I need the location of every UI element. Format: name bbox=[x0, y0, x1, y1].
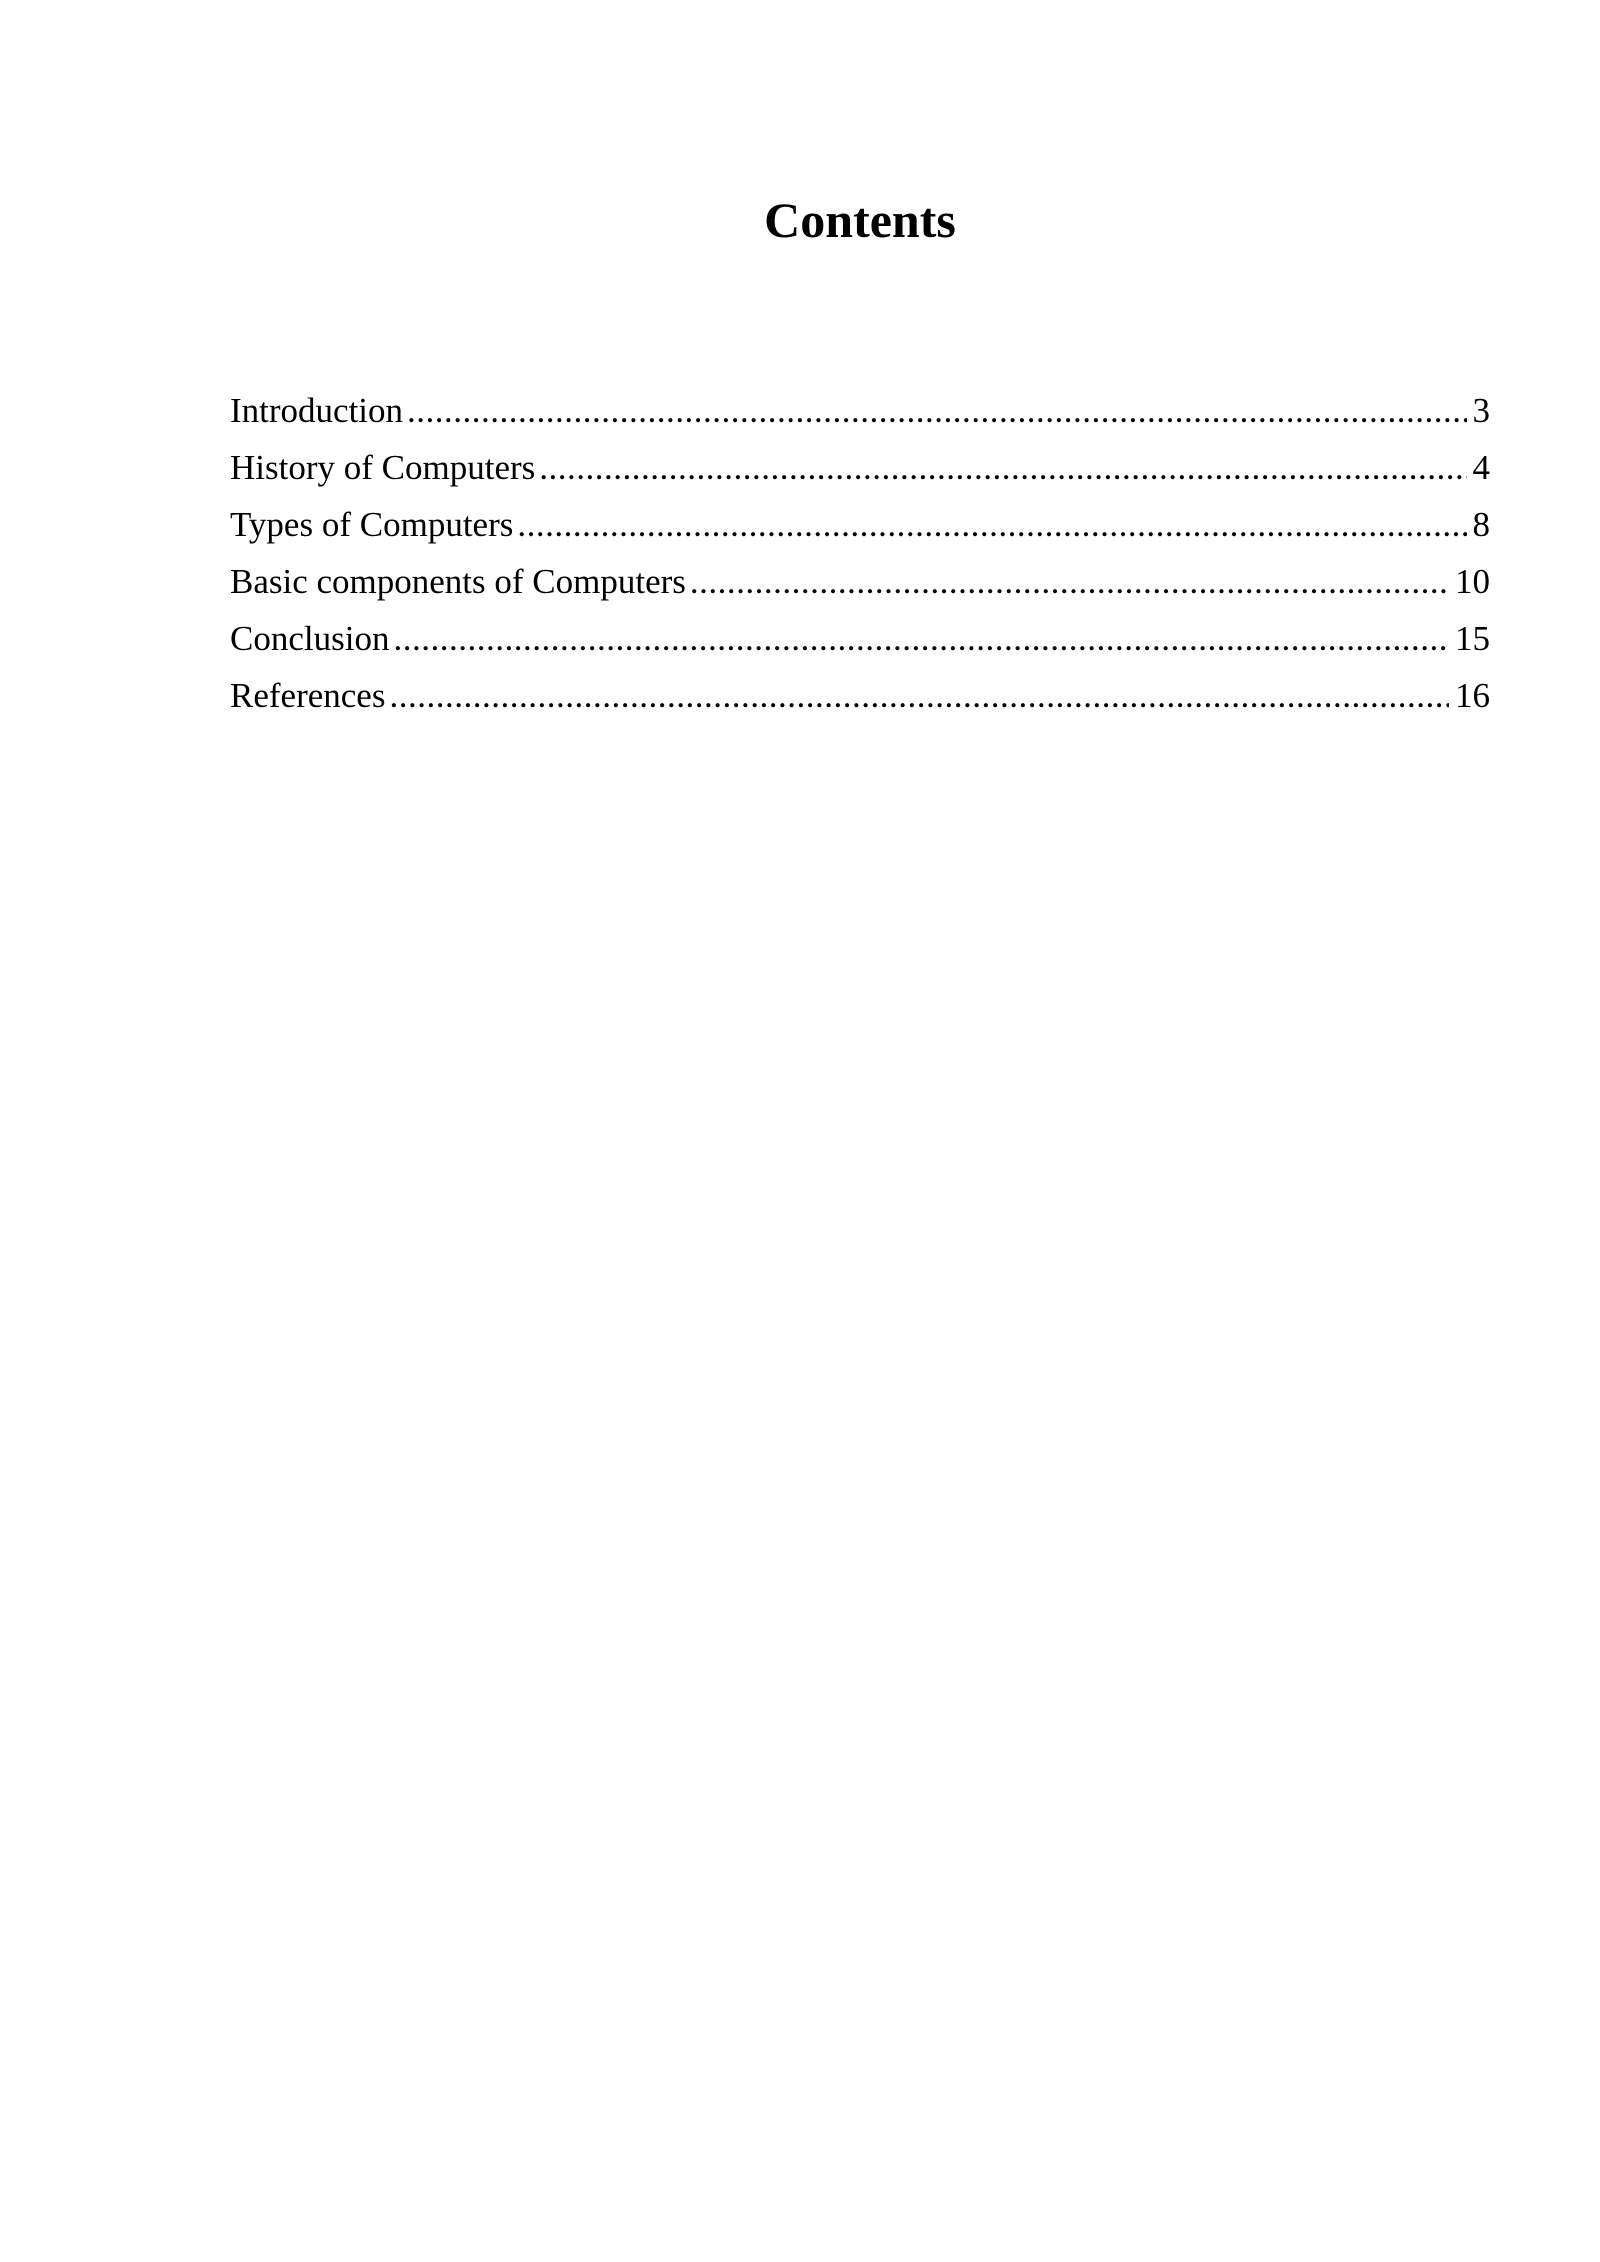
table-of-contents bbox=[230, 382, 1490, 724]
dot-leader bbox=[539, 439, 1466, 496]
toc-entry-page-number: 8 bbox=[1472, 505, 1490, 544]
toc-entry-basic-components[interactable] bbox=[230, 553, 1490, 610]
toc-entry-references[interactable] bbox=[230, 667, 1490, 724]
toc-entry-conclusion[interactable] bbox=[230, 610, 1490, 667]
toc-entry-label: Conclusion bbox=[230, 619, 390, 658]
toc-entry-types-of-computers[interactable] bbox=[230, 496, 1490, 553]
toc-entry-introduction[interactable] bbox=[230, 382, 1490, 439]
toc-entry-label: Introduction bbox=[230, 391, 404, 430]
toc-entry-page-number: 15 bbox=[1455, 619, 1490, 658]
toc-entry-label: References bbox=[230, 676, 386, 715]
dot-leader bbox=[389, 667, 1449, 724]
toc-entry-page-number: 3 bbox=[1472, 391, 1490, 430]
dot-leader bbox=[407, 382, 1466, 439]
toc-entry-label: Basic components of Computers bbox=[230, 562, 686, 601]
dot-leader bbox=[517, 496, 1466, 553]
dot-leader bbox=[393, 610, 1449, 667]
page-title: Contents bbox=[764, 191, 956, 248]
toc-entry-label: Types of Computers bbox=[230, 505, 514, 544]
toc-entry-page-number: 10 bbox=[1455, 562, 1490, 601]
toc-entry-label: History of Computers bbox=[230, 448, 536, 487]
dot-leader bbox=[690, 553, 1449, 610]
toc-entry-history-of-computers[interactable] bbox=[230, 439, 1490, 496]
toc-entry-page-number: 16 bbox=[1455, 676, 1490, 715]
toc-entry-page-number: 4 bbox=[1472, 448, 1490, 487]
